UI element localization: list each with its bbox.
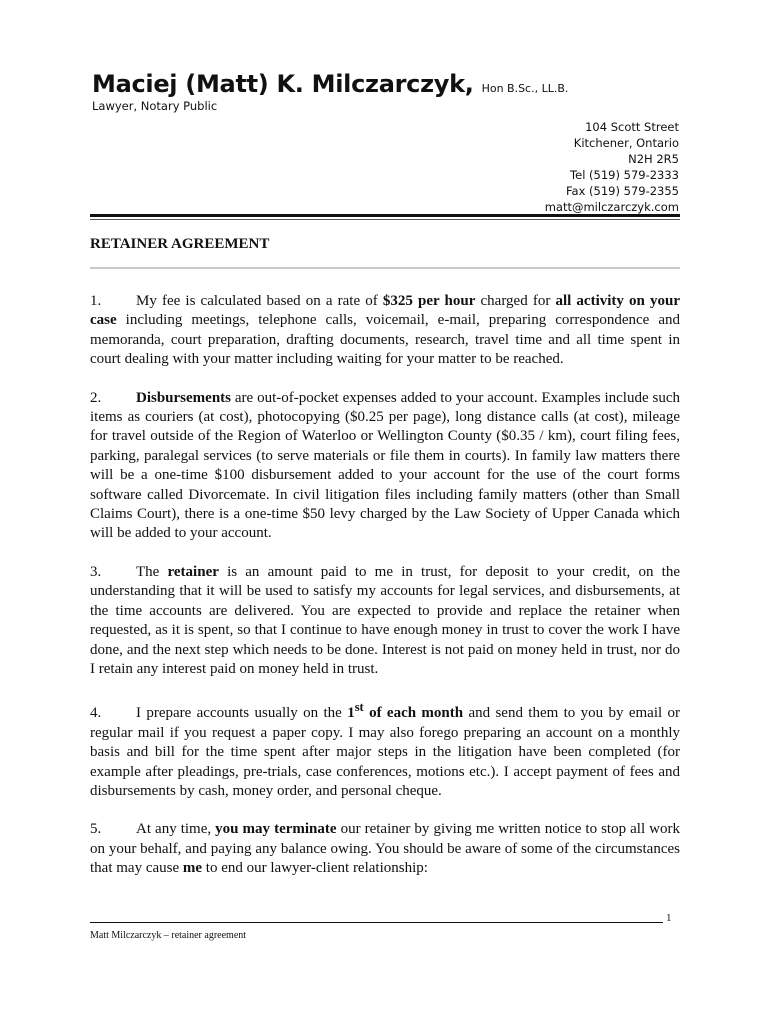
- text-run: The: [136, 563, 168, 580]
- paragraph-4: [90, 698, 680, 801]
- header-rule-thick: [90, 214, 680, 217]
- text-run: our retainer by giving me written notice to stop all work on your behalf, and paying any balance owing. You should be aware of some of the circumstances that may cause: [90, 821, 680, 877]
- text-run: charged for: [475, 293, 556, 309]
- text-run: is an amount paid to me in trust, for deposit to your credit, on the understanding that it will be used to satisfy my accounts for legal services, and disbursements, at the time accounts are delivered. You are expected to provide and replace the retainer when requested, as it is spent, so that I continue to have enough money in trust to cover the work I have done, and the next step which needs to be done. Interest is not paid on money held in trust, nor do I retain any interest paid on money held in trust.: [90, 563, 680, 677]
- bold-run: 1: [347, 705, 355, 722]
- text-run: including meetings, telephone calls, voicemail, e-mail, preparing correspondence and memoranda, court preparation, drafting documents, research, travel time and all time spent in court dealing with your matter including waiting for your matter to be reached.: [90, 312, 680, 368]
- lawyer-title: Lawyer, Notary Public: [92, 99, 218, 113]
- text-run: and send them to you by email or regular mail if you request a paper copy. I may also forego preparing an account on a monthly basis and bill for the time spent after major steps in the litigation have been completed (for example after pleadings, pre-trials, case conferences, motions etc.). I accept payment of fees and disbursements by cash, money order, and personal cheque.: [90, 705, 680, 799]
- name-line: [92, 70, 682, 98]
- address-email: matt@milczarczyk.com: [544, 200, 679, 214]
- address-postal: N2H 2R5: [628, 152, 679, 166]
- ordinal-superscript: st: [354, 700, 364, 715]
- paragraph-1: [90, 292, 680, 370]
- bold-run: Disbursements: [136, 389, 232, 406]
- document-body: [90, 292, 680, 898]
- address-tel: Tel (519) 579-2333: [570, 168, 679, 182]
- footer-rule: [90, 922, 663, 923]
- paragraph-3: [90, 563, 680, 679]
- bold-run: you may terminate: [215, 821, 337, 838]
- paragraph-number: 1.: [90, 293, 102, 309]
- lawyer-name: Maciej (Matt) K. Milczarczyk,: [92, 70, 474, 98]
- document-title: RETAINER AGREEMENT: [90, 236, 270, 252]
- address-fax: Fax (519) 579-2355: [565, 184, 679, 198]
- text-run: I prepare accounts usually on the: [136, 705, 348, 722]
- paragraph-number: 3.: [90, 563, 102, 580]
- paragraph-number: 5.: [90, 821, 102, 838]
- text-run: At any time,: [136, 821, 216, 838]
- text-run: My fee is calculated based on a rate of: [136, 293, 383, 309]
- bold-run: all activity on your case: [90, 293, 681, 329]
- bold-run: retainer: [167, 563, 219, 580]
- bold-run: $325 per hour: [382, 293, 476, 309]
- address-city: Kitchener, Ontario: [573, 136, 679, 150]
- text-run: to end our lawyer-client relationship:: [202, 860, 428, 877]
- paragraph-2: [90, 389, 680, 544]
- letterhead: [92, 70, 682, 113]
- footer-text: Matt Milczarczyk – retainer agreement: [90, 930, 247, 941]
- bold-run: of each month: [363, 705, 464, 722]
- paragraph-number: 2.: [90, 389, 102, 406]
- address-street: 104 Scott Street: [585, 120, 679, 134]
- text-run: are out-of-pocket expenses added to your account. Examples include such items as couriers (at cost), photocopying ($0.25 per page), long distance calls (at cost), mileage for travel outside of the Region of Waterloo or Wellington County ($0.35 / km), court filing fees, parking, paralegal services (to serve materials or file them in courts). In family law matters there will be a one-time $100 disbursement added to your account for the use of the court forms software called Divorcemate. In civil litigation files including family matters (other than Small Claims Court), there is a one-time $50 levy charged by the Law Society of Upper Canada which will be added to your account.: [90, 389, 680, 542]
- address-block: [545, 119, 679, 215]
- credentials: Hon B.Sc., LL.B.: [481, 82, 569, 95]
- header-rule-thin: [90, 219, 680, 220]
- paragraph-number: 4.: [90, 705, 102, 722]
- bold-run: me: [182, 860, 203, 877]
- page-number: 1: [666, 912, 672, 924]
- title-rule: [90, 267, 680, 269]
- paragraph-5: [90, 820, 680, 878]
